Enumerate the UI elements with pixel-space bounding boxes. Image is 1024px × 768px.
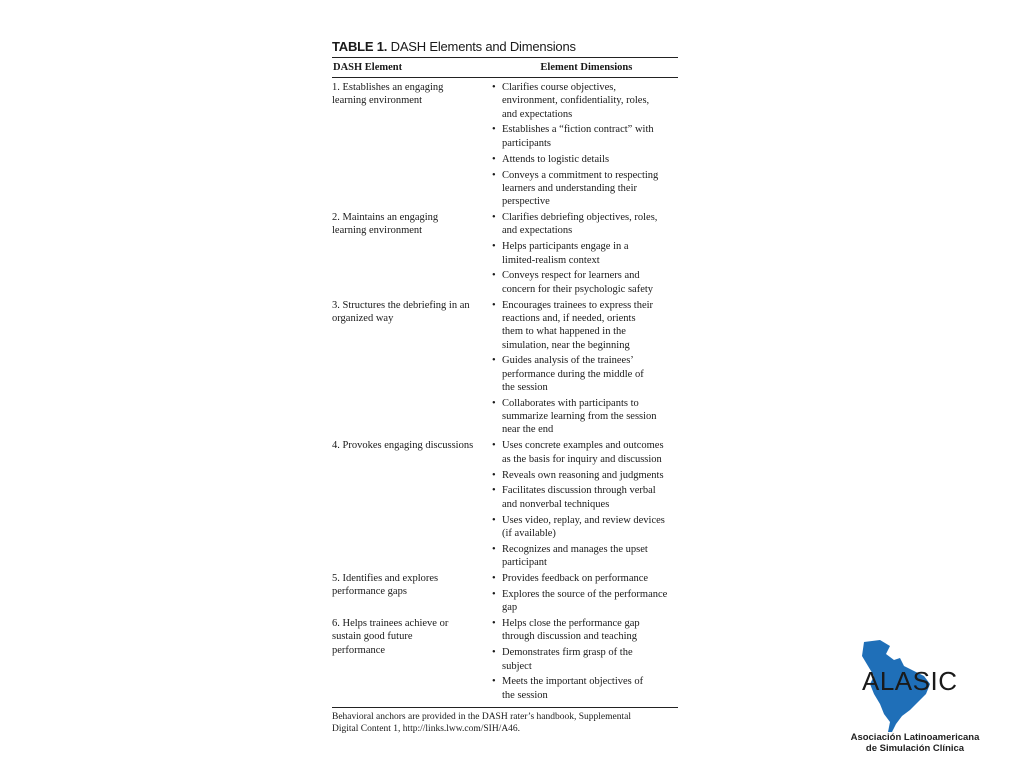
dimension-text <box>502 169 658 209</box>
bullet-icon: • <box>492 270 496 282</box>
dimension-line: Explores the source of the performance <box>502 588 668 600</box>
dimension-line: Establishes a “fiction contract” with <box>502 124 654 136</box>
dimension-text <box>502 514 665 541</box>
dimension-line: summarize learning from the session <box>502 411 657 423</box>
dimension-line: concern for their psychologic safety <box>502 283 654 295</box>
dimension-line: the session <box>502 381 548 393</box>
dimension-item <box>492 354 678 394</box>
dash-element-cell <box>332 211 492 299</box>
table-row <box>332 572 678 617</box>
dimension-line: gap <box>502 602 518 614</box>
dash-element-cell <box>332 81 492 211</box>
bullet-icon: • <box>492 618 496 630</box>
dimension-line: Guides analysis of the trainees’ <box>502 355 634 367</box>
dimension-line: Clarifies debriefing objectives, roles, <box>502 212 658 224</box>
table-bottom-rule <box>332 707 678 708</box>
dimension-text <box>502 617 640 644</box>
dimension-item <box>492 617 678 644</box>
dash-element-line: learning environment <box>332 95 423 107</box>
dimension-item <box>492 439 678 466</box>
dimension-line: perspective <box>502 196 550 208</box>
element-dimensions-cell <box>492 439 678 572</box>
dash-element-line: 4. Provokes engaging discussions <box>332 440 474 452</box>
dimension-text <box>502 81 649 121</box>
bullet-icon: • <box>492 212 496 224</box>
dimension-line: through discussion and teaching <box>502 631 638 643</box>
dimension-line: Meets the important objectives of <box>502 676 644 688</box>
dimension-line: reactions and, if needed, orients <box>502 312 636 324</box>
dimension-text <box>502 572 648 585</box>
dash-element-cell <box>332 299 492 440</box>
dimension-line: and expectations <box>502 225 573 237</box>
dimension-text <box>502 543 648 570</box>
dimension-item <box>492 588 678 615</box>
dimension-line: Attends to logistic details <box>502 153 610 165</box>
table-footnote <box>332 711 678 736</box>
dimension-text <box>502 439 664 466</box>
header-element-dimensions: Element Dimensions <box>540 62 633 73</box>
dash-element-cell <box>332 617 492 705</box>
dimension-line: simulation, near the beginning <box>502 339 630 351</box>
bullet-icon: • <box>492 647 496 659</box>
dimension-line: Provides feedback on performance <box>502 573 649 584</box>
table-row <box>332 439 678 572</box>
dimension-line: Conveys respect for learners and <box>502 270 640 282</box>
element-dimensions-cell <box>492 211 678 299</box>
dimension-text <box>502 240 629 267</box>
dimension-text <box>502 123 654 150</box>
dimension-line: participant <box>502 557 547 569</box>
dash-element-line: 1. Establishes an engaging <box>332 82 444 93</box>
table-title-text: DASH Elements and Dimensions <box>390 39 576 54</box>
dimension-text <box>502 211 657 238</box>
dimension-line: Recognizes and manages the upset <box>502 543 648 555</box>
dimension-item <box>492 169 678 209</box>
dimension-line: Clarifies course objectives, <box>502 82 617 93</box>
dimension-item <box>492 484 678 511</box>
bullet-icon: • <box>492 169 496 181</box>
dimension-line: Uses video, replay, and review devices <box>502 514 665 526</box>
table-body <box>332 78 678 707</box>
bullet-icon: • <box>492 543 496 555</box>
dash-element-cell <box>332 572 492 617</box>
logo-subtitle <box>840 732 990 754</box>
dash-element-line: 3. Structures the debriefing in an <box>332 299 470 311</box>
table-row <box>332 299 678 440</box>
dimension-line: near the end <box>502 424 554 436</box>
dimension-line: and expectations <box>502 108 573 120</box>
dimension-line: Conveys a commitment to respecting <box>502 169 659 181</box>
dimension-item <box>492 572 678 585</box>
dimension-line: Helps participants engage in a <box>502 241 629 253</box>
element-dimensions-cell <box>492 617 678 705</box>
dash-element-line: 5. Identifies and explores <box>332 573 439 584</box>
element-dimensions-cell <box>492 81 678 211</box>
bullet-icon: • <box>492 241 496 253</box>
dimension-item <box>492 514 678 541</box>
bullet-icon: • <box>492 676 496 688</box>
dimension-item <box>492 675 678 702</box>
bullet-icon: • <box>492 469 496 481</box>
bullet-icon: • <box>492 440 496 452</box>
footnote-line: Digital Content 1, http://links.lww.com/SIH/A46. <box>332 724 521 735</box>
dimension-line: Reveals own reasoning and judgments <box>502 469 664 481</box>
dash-element-line: learning environment <box>332 225 423 237</box>
logo-subtitle-line: Asociación Latinoamericana <box>850 732 980 743</box>
header-dash-element: DASH Element <box>333 62 403 73</box>
alasic-logo <box>840 636 990 752</box>
bullet-icon: • <box>492 485 496 497</box>
element-dimensions-cell <box>492 572 678 617</box>
bullet-icon: • <box>492 124 496 136</box>
dash-element-line: 6. Helps trainees achieve or <box>332 618 449 630</box>
dimension-text <box>502 397 657 437</box>
dimension-line: Demonstrates firm grasp of the <box>502 647 633 659</box>
bullet-icon: • <box>492 514 496 526</box>
dimension-line: Helps close the performance gap <box>502 618 640 630</box>
table-row <box>332 81 678 211</box>
dimension-item <box>492 543 678 570</box>
dimension-text <box>502 646 633 673</box>
dimension-line: Collaborates with participants to <box>502 397 639 409</box>
dash-element-line: sustain good future <box>332 631 413 643</box>
dimension-item <box>492 269 678 296</box>
dimension-line: the session <box>502 689 548 701</box>
dimension-item <box>492 240 678 267</box>
dimension-line: as the basis for inquiry and discussion <box>502 453 662 465</box>
table-row <box>332 211 678 299</box>
dimension-line: and nonverbal techniques <box>502 498 610 510</box>
bullet-icon: • <box>492 299 496 311</box>
dimension-line: Facilitates discussion through verbal <box>502 485 656 497</box>
dimension-text <box>502 469 664 482</box>
bullet-icon: • <box>492 82 496 93</box>
bullet-icon: • <box>492 153 496 165</box>
bullet-icon: • <box>492 588 496 600</box>
dimension-text <box>502 588 667 615</box>
dash-element-line: organized way <box>332 312 394 324</box>
dash-element-line: performance <box>332 644 386 656</box>
table-title <box>332 38 678 56</box>
bullet-icon: • <box>492 573 496 584</box>
dash-element-cell <box>332 439 492 572</box>
dimension-line: them to what happened in the <box>502 326 626 338</box>
footnote-line: Behavioral anchors are provided in the DASH rater’s handbook, Supplemental <box>332 711 631 722</box>
dimension-line: Uses concrete examples and outcomes <box>502 440 664 452</box>
table-row <box>332 617 678 705</box>
dimension-item <box>492 397 678 437</box>
dimension-line: subject <box>502 660 532 672</box>
dimension-line: environment, confidentiality, roles, <box>502 95 650 107</box>
dimension-line: (if available) <box>502 527 556 539</box>
dimension-line: limited-realism context <box>502 254 600 266</box>
dimension-item <box>492 469 678 482</box>
dimension-text <box>502 153 609 166</box>
dimension-text <box>502 269 653 296</box>
dimension-text <box>502 354 644 394</box>
dash-table <box>332 38 678 736</box>
logo-wordmark: ALASIC <box>862 666 958 696</box>
dimension-text <box>502 484 656 511</box>
dimension-line: Encourages trainees to express their <box>502 299 654 311</box>
dimension-line: participants <box>502 137 551 149</box>
dimension-item <box>492 646 678 673</box>
dimension-line: learners and understanding their <box>502 182 637 194</box>
dash-element-line: performance gaps <box>332 586 407 598</box>
logo-subtitle-line: de Simulación Clínica <box>865 743 965 754</box>
table-header <box>332 58 678 77</box>
dash-element-line: 2. Maintains an engaging <box>332 212 439 224</box>
element-dimensions-cell <box>492 299 678 440</box>
dimension-item <box>492 123 678 150</box>
bullet-icon: • <box>492 397 496 409</box>
dimension-item <box>492 299 678 352</box>
table-label: TABLE 1. <box>332 39 388 54</box>
dimension-text <box>502 299 653 352</box>
dimension-item <box>492 153 678 166</box>
dimension-text <box>502 675 643 702</box>
bullet-icon: • <box>492 355 496 367</box>
dimension-item <box>492 211 678 238</box>
dimension-line: performance during the middle of <box>502 368 644 380</box>
dimension-item <box>492 81 678 121</box>
